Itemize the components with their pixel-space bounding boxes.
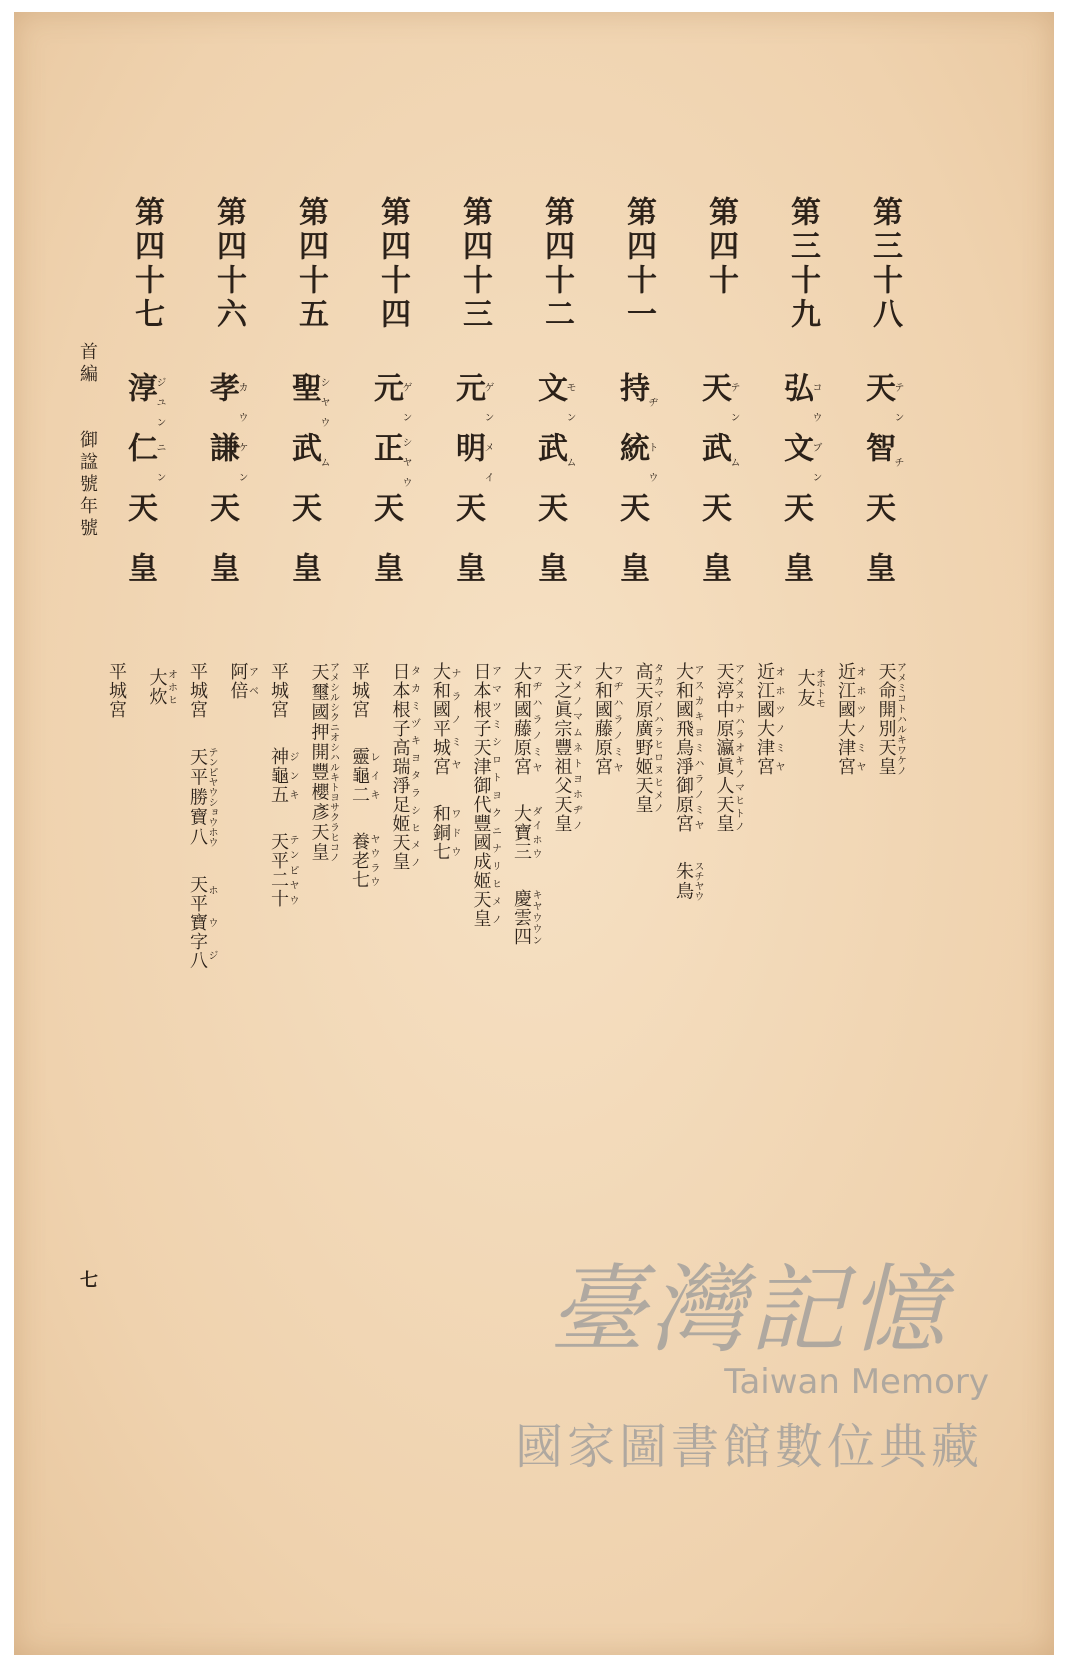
reading-gloss: フヂハラノミヤ xyxy=(530,662,541,776)
detail-segment xyxy=(348,747,379,804)
reading-gloss: フヂハラノミヤ xyxy=(611,662,622,776)
detail-segment xyxy=(267,747,298,804)
detail-text: 天之眞宗豐祖父天皇アメノマムネトヨホヂノ xyxy=(551,662,582,833)
reading-gloss: ナラノミヤ xyxy=(449,662,460,776)
emperor-name xyxy=(694,372,739,612)
detail-segment xyxy=(186,662,209,719)
reading-gloss: ジンキ xyxy=(287,747,298,804)
detail-segment xyxy=(631,662,662,814)
watermark-cjk: 臺灣記憶 xyxy=(549,1254,949,1366)
detail-text: 靈龜二レイキ xyxy=(349,747,379,804)
emperor-number: 第四十二 xyxy=(539,196,574,332)
detail-segment xyxy=(469,662,500,928)
reading-gloss: モン xyxy=(564,372,575,432)
reading-gloss: ゲン xyxy=(400,372,411,432)
detail-text: 天命開別天皇アメミコトハルキワケノ xyxy=(875,662,906,776)
detail-column xyxy=(267,662,298,908)
detail-text: 平城宮 xyxy=(187,662,208,719)
reading-gloss: オホヒ xyxy=(165,668,177,706)
reading-gloss: タカミヅキヨタラシヒメノ xyxy=(408,662,420,871)
detail-segment xyxy=(388,662,419,871)
book-page xyxy=(14,12,1054,1655)
reading-gloss: シヤウ xyxy=(400,432,411,492)
name-char: 皇 xyxy=(204,552,239,612)
detail-text: 天渟中原瀛眞人天皇アメヌナハラオキノマヒトノ xyxy=(713,662,744,833)
name-char: 天テン xyxy=(860,372,903,432)
detail-column xyxy=(874,662,905,776)
detail-segment xyxy=(672,662,703,833)
reading-gloss: シヤウ xyxy=(318,372,329,432)
reading-gloss: タカマノハラヒロヌヒメノ xyxy=(651,662,663,814)
detail-text: 大炊オホヒ xyxy=(146,668,177,706)
detail-column xyxy=(753,662,784,776)
detail-segment xyxy=(186,875,217,970)
name-char: 弘コウ xyxy=(778,372,821,432)
reading-gloss: ム xyxy=(318,432,329,492)
detail-text: 大和國飛鳥淨御原宮アスカキヨミハラノミヤ xyxy=(673,662,703,833)
name-char: 元ゲン xyxy=(368,372,411,432)
reading-gloss: ケン xyxy=(236,432,247,492)
page-number: 七 xyxy=(80,1270,98,1291)
name-char: 天 xyxy=(204,492,239,552)
name-char: 皇 xyxy=(450,552,485,612)
name-char: 聖シヤウ xyxy=(286,372,329,432)
detail-segment xyxy=(793,668,824,708)
detail-column xyxy=(793,668,824,708)
detail-segment xyxy=(510,804,541,861)
reading-gloss: アメミコトハルキワケノ xyxy=(894,662,906,776)
reading-gloss: ジユン xyxy=(154,372,165,432)
detail-text: 平城宮 xyxy=(268,662,289,719)
watermark-english: Taiwan Memory xyxy=(724,1362,989,1402)
emperor-number: 第四十六 xyxy=(211,196,246,332)
name-char: 元ゲン xyxy=(450,372,493,432)
detail-column xyxy=(469,662,500,928)
detail-text: 大友オホトモ xyxy=(794,668,825,708)
name-char: 天テン xyxy=(696,372,739,432)
name-char: 智チ xyxy=(860,432,903,492)
reading-gloss: アマツミシロトヨクニナリヒメノ xyxy=(489,662,501,928)
detail-segment xyxy=(267,832,298,908)
detail-text: 慶雲四キヤウウン xyxy=(511,889,541,946)
detail-segment xyxy=(874,662,905,776)
name-char: 明メイ xyxy=(450,432,493,492)
detail-text: 日本根子天津御代豐國成姬天皇アマツミシロトヨクニナリヒメノ xyxy=(470,662,501,928)
reading-gloss: ヂ xyxy=(646,372,657,432)
name-char: 皇 xyxy=(368,552,403,612)
reading-gloss: メイ xyxy=(482,432,493,492)
name-char: 文ブン xyxy=(778,432,821,492)
emperor-name xyxy=(776,372,821,612)
detail-column xyxy=(105,662,128,719)
emperor-name xyxy=(612,372,657,612)
reading-gloss: テン xyxy=(728,372,739,432)
watermark-logo xyxy=(469,1254,1029,1477)
header-title: 御諡號年號 xyxy=(77,430,98,540)
emperor-name xyxy=(202,372,247,612)
detail-column xyxy=(631,662,662,814)
reading-gloss: アメシルシクニオシハルキトヨサクラヒコノ xyxy=(327,662,339,862)
detail-text: 平城宮 xyxy=(106,662,127,719)
detail-text: 神龜五ジンキ xyxy=(268,747,298,804)
name-char: 淳ジユン xyxy=(122,372,165,432)
detail-text: 朱鳥スチヤウ xyxy=(673,861,703,901)
emperor-number: 第四十四 xyxy=(375,196,410,332)
detail-column xyxy=(388,662,419,871)
detail-segment xyxy=(753,662,784,776)
name-char: 天 xyxy=(532,492,567,552)
header-part: 首編 xyxy=(77,342,98,386)
detail-segment xyxy=(712,662,743,833)
detail-segment xyxy=(145,668,176,706)
detail-text: 大和國藤原宮フヂハラノミヤ xyxy=(511,662,541,776)
detail-segment xyxy=(510,889,541,946)
reading-gloss: キヤウウン xyxy=(530,889,541,946)
detail-text: 近江國大津宮オホツノミヤ xyxy=(835,662,865,776)
detail-text: 天平二十テンピヤウ xyxy=(268,832,298,908)
name-char: 皇 xyxy=(778,552,813,612)
emperor-number: 第四十一 xyxy=(621,196,656,332)
reading-gloss: テン xyxy=(892,372,903,432)
emperor-name xyxy=(858,372,903,612)
detail-text: 和銅七ワドウ xyxy=(430,804,460,861)
detail-column xyxy=(550,662,581,833)
watermark-subtitle: 國家圖書館數位典藏 xyxy=(514,1419,983,1475)
name-char: 天 xyxy=(778,492,813,552)
name-char: 皇 xyxy=(532,552,567,612)
reading-gloss: ゲン xyxy=(482,372,493,432)
emperor-name xyxy=(120,372,165,612)
reading-gloss: コウ xyxy=(810,372,821,432)
detail-segment xyxy=(591,662,622,776)
name-char: 皇 xyxy=(614,552,649,612)
reading-gloss: オホトモ xyxy=(813,668,825,708)
name-char: 武ム xyxy=(286,432,329,492)
name-char: 仁ニン xyxy=(122,432,165,492)
reading-gloss: オホツノミヤ xyxy=(854,662,865,776)
detail-segment xyxy=(226,662,257,700)
reading-gloss: オホツノミヤ xyxy=(773,662,784,776)
detail-segment xyxy=(348,662,371,719)
name-char: 天 xyxy=(450,492,485,552)
name-char: 皇 xyxy=(696,552,731,612)
detail-column xyxy=(510,662,541,946)
name-char: 武ム xyxy=(696,432,739,492)
reading-gloss: トウ xyxy=(646,432,657,492)
reading-gloss: ホウジ xyxy=(206,875,217,970)
reading-gloss: アメノマムネトヨホヂノ xyxy=(570,662,582,833)
reading-gloss: レイキ xyxy=(368,747,379,804)
reading-gloss: テンピヤウ xyxy=(287,832,298,908)
name-char: 持ヂ xyxy=(614,372,657,432)
detail-column xyxy=(672,662,703,901)
emperor-name xyxy=(530,372,575,612)
detail-text: 大和國藤原宮フヂハラノミヤ xyxy=(592,662,622,776)
name-char: 文モン xyxy=(532,372,575,432)
detail-text: 天平寶字八ホウジ xyxy=(187,875,217,970)
detail-text: 大寶三ダイホウ xyxy=(511,804,541,861)
name-char: 武ム xyxy=(532,432,575,492)
detail-segment xyxy=(429,804,460,861)
detail-segment xyxy=(267,662,290,719)
detail-segment xyxy=(348,832,379,889)
reading-gloss: カウ xyxy=(236,372,247,432)
reading-gloss: アベ xyxy=(246,662,258,700)
reading-gloss: チ xyxy=(892,432,903,492)
detail-column xyxy=(145,668,176,706)
name-char: 天 xyxy=(860,492,895,552)
detail-segment xyxy=(510,662,541,776)
name-char: 孝カウ xyxy=(204,372,247,432)
detail-column xyxy=(712,662,743,833)
emperor-number: 第四十三 xyxy=(457,196,492,332)
reading-gloss: ニン xyxy=(154,432,165,492)
reading-gloss: アメヌナハラオキノマヒトノ xyxy=(732,662,744,833)
detail-column xyxy=(226,662,257,700)
reading-gloss: ダイホウ xyxy=(530,804,541,861)
emperor-number: 第三十八 xyxy=(867,196,902,332)
detail-segment xyxy=(307,662,338,862)
running-header xyxy=(74,342,100,540)
detail-text: 近江國大津宮オホツノミヤ xyxy=(754,662,784,776)
emperor-name xyxy=(366,372,411,612)
name-char: 正シヤウ xyxy=(368,432,411,492)
reading-gloss: アスカキヨミハラノミヤ xyxy=(692,662,703,833)
reading-gloss: ブン xyxy=(810,432,821,492)
reading-gloss: テンピヤウショウホウ xyxy=(206,747,217,847)
detail-segment xyxy=(672,861,703,901)
detail-text: 天璽國押開豐櫻彥天皇アメシルシクニオシハルキトヨサクラヒコノ xyxy=(308,662,339,862)
detail-column xyxy=(429,662,460,861)
detail-text: 日本根子高瑞淨足姬天皇タカミヅキヨタラシヒメノ xyxy=(389,662,420,871)
name-char: 天 xyxy=(286,492,321,552)
name-char: 統トウ xyxy=(614,432,657,492)
name-char: 謙ケン xyxy=(204,432,247,492)
emperor-number: 第四十七 xyxy=(129,196,164,332)
detail-column xyxy=(591,662,622,776)
detail-text: 平城宮 xyxy=(349,662,370,719)
name-char: 天 xyxy=(614,492,649,552)
detail-segment xyxy=(186,747,217,847)
emperor-name xyxy=(448,372,493,612)
reading-gloss: ヤウラウ xyxy=(368,832,379,889)
detail-column xyxy=(834,662,865,776)
name-char: 皇 xyxy=(860,552,895,612)
detail-segment xyxy=(105,662,128,719)
emperor-number: 第三十九 xyxy=(785,196,820,332)
emperor-number: 第四十 xyxy=(703,196,738,298)
detail-column xyxy=(186,662,217,970)
name-char: 皇 xyxy=(122,552,157,612)
name-char: 天 xyxy=(122,492,157,552)
detail-text: 養老七ヤウラウ xyxy=(349,832,379,889)
name-char: 天 xyxy=(696,492,731,552)
detail-column xyxy=(307,662,338,862)
reading-gloss: スチヤウ xyxy=(692,861,703,901)
reading-gloss: ム xyxy=(728,432,739,492)
reading-gloss: ワドウ xyxy=(449,804,460,861)
name-char: 皇 xyxy=(286,552,321,612)
detail-segment xyxy=(429,662,460,776)
detail-text: 大和國平城宮ナラノミヤ xyxy=(430,662,460,776)
emperor-number: 第四十五 xyxy=(293,196,328,332)
detail-column xyxy=(348,662,379,889)
detail-text: 高天原廣野姬天皇タカマノハラヒロヌヒメノ xyxy=(632,662,663,814)
detail-text: 天平勝寶八テンピヤウショウホウ xyxy=(187,747,217,847)
detail-segment xyxy=(550,662,581,833)
emperor-name xyxy=(284,372,329,612)
reading-gloss: ム xyxy=(564,432,575,492)
detail-text: 阿倍アベ xyxy=(227,662,258,700)
detail-segment xyxy=(834,662,865,776)
name-char: 天 xyxy=(368,492,403,552)
